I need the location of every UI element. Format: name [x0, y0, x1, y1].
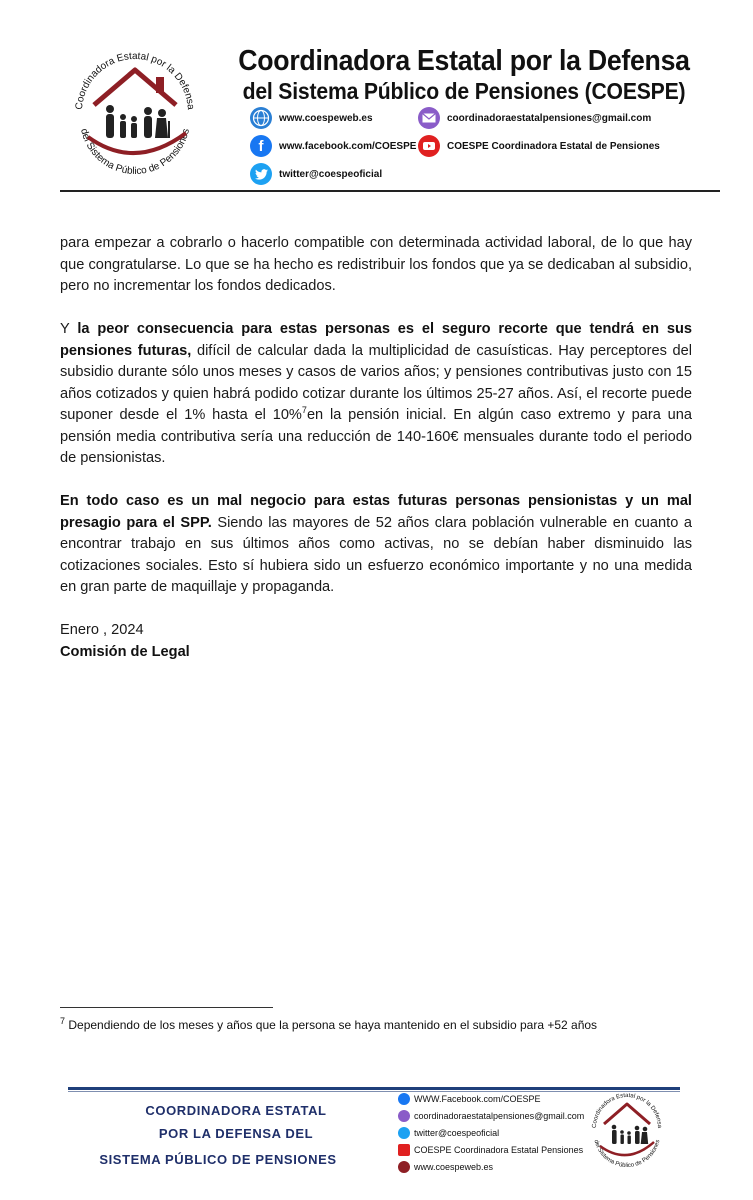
youtube-icon — [398, 1144, 410, 1156]
email-icon — [418, 107, 440, 129]
contact-youtube[interactable] — [418, 135, 660, 157]
footer-email-text: coordinadoraestatalpensiones@gmail.com — [414, 1111, 585, 1121]
contact-facebook[interactable] — [250, 135, 416, 157]
contact-twitter[interactable] — [250, 163, 382, 185]
paragraph-2-bold: la peor consecuencia para estas personas es el seguro recorte que tendrá en sus pensiones futuras, — [60, 321, 692, 359]
footer-title-line-3: SISTEMA PÚBLICO DE PENSIONES — [99, 1152, 337, 1167]
email-icon — [398, 1110, 410, 1122]
letterhead — [60, 35, 720, 192]
paragraph-3-bold: En todo caso es un mal negocio para estas futuras personas pensionistas y un mal presagio para el SPP. — [60, 493, 692, 531]
paragraph-2-lead: Y — [60, 321, 78, 337]
footnote-ref[interactable]: 7 — [301, 405, 307, 416]
paragraph-1 — [60, 233, 692, 298]
coespe-logo — [60, 37, 210, 187]
paragraph-2 — [60, 319, 692, 470]
footnote-text: Dependiendo de los meses y años que la persona se haya mantenido en el subsidio para +52 años — [65, 1018, 598, 1032]
footer-youtube-text: COESPE Coordinadora Estatal Pensiones — [414, 1145, 584, 1155]
footer-title-line-1: COORDINADORA ESTATAL — [145, 1103, 327, 1118]
footnote-number: 7 — [60, 1016, 66, 1026]
contact-email-text: coordinadoraestatalpensiones@gmail.com — [447, 112, 652, 124]
svg-text:Coordinadora Estatal por la De — [74, 51, 196, 111]
footnote-divider — [60, 1007, 273, 1008]
logo-top-text: Coordinadora Estatal por la Defensa — [73, 50, 196, 111]
contact-youtube-text: COESPE Coordinadora Estatal de Pensiones — [447, 140, 660, 152]
footer-contact-web[interactable] — [398, 1161, 493, 1173]
footer-title-line-2: POR LA DEFENSA DEL — [158, 1126, 314, 1141]
contact-twitter-text: twitter@coespeoficial — [279, 168, 383, 180]
contact-email[interactable] — [418, 107, 651, 129]
footnote — [60, 1018, 597, 1032]
footer-facebook-text: WWW.Facebook.com/COESPE — [414, 1094, 541, 1104]
footer-twitter-text: twitter@coespeoficial — [414, 1128, 500, 1138]
title-line-1: Coordinadora Estatal por la Defensa — [238, 45, 690, 77]
footer-contact-email[interactable] — [398, 1110, 584, 1122]
signature-text: Comisión de Legal — [60, 643, 190, 660]
logo-bottom-text: del Sistema Público de Pensiones — [78, 127, 192, 178]
footer-contact-youtube[interactable] — [398, 1144, 583, 1156]
youtube-icon — [418, 135, 440, 157]
footer-web-text: www.coespeweb.es — [414, 1162, 494, 1172]
contact-web[interactable] — [250, 107, 373, 129]
web-globe-icon — [398, 1161, 410, 1173]
signature — [60, 642, 692, 664]
facebook-icon — [398, 1093, 410, 1105]
twitter-icon — [250, 163, 272, 185]
date: Enero , 2024 — [60, 622, 144, 638]
footer-coespe-logo — [586, 1080, 668, 1176]
svg-text:del Sistema Público de Pension: del Sistema Público de Pensiones — [592, 1139, 662, 1170]
paragraph-1-text: para empezar a cobrarlo o hacerlo compatible con determinada actividad laboral, de lo que hay que congratularse. Lo que se ha hecho es redistribuir los fondos que ya se dedicaban al subsidio, pero no incrementar los fondos dedicados. — [60, 235, 692, 294]
title-line-2: del Sistema Público de Pensiones (COESPE) — [242, 78, 686, 104]
letter-body — [60, 233, 692, 663]
signature-block — [60, 620, 692, 663]
contact-web-text: www.coespeweb.es — [279, 112, 373, 124]
header-divider — [60, 190, 720, 192]
paragraph-3-text: Siendo las mayores de 52 años clara población vulnerable en cuanto a encontrar trabajo en sus últimos años como activas, no se debían haber disminuido las cotizaciones sociales. Esto sí hubiera sido un esfuerzo económico importante y no una medida en gran parte de maquillaje y propaganda. — [60, 514, 692, 595]
web-globe-icon — [250, 107, 272, 129]
paragraph-2-tail: en la pensión inicial. En algún caso extremo y para una pensión media contributiva sería una reducción de 140-160€ mensuales durante todo el periodo de pensionistas. — [60, 407, 692, 466]
footer-contact-twitter[interactable] — [398, 1127, 499, 1139]
footer-contact-facebook[interactable] — [398, 1093, 541, 1105]
svg-text:Coordinadora Estatal por la De: Coordinadora Estatal por la Defensa — [591, 1092, 663, 1129]
paragraph-2-text: difícil de calcular dada la multiplicidad de casuísticas. Hay perceptores del subsidio durante sólo unos meses y casos de varios años; y pensiones contributivas justo con 15 años cotizados y quien habrá podido cotizar durante los últimos 25-27 años. Así, el recorte puede suponer desde el 1% hasta el 10% — [60, 342, 693, 423]
twitter-icon — [398, 1127, 410, 1139]
contact-facebook-text: www.facebook.com/COESPE — [279, 140, 417, 152]
paragraph-3 — [60, 491, 692, 599]
facebook-icon: f — [250, 135, 272, 157]
organization-title — [208, 45, 720, 105]
